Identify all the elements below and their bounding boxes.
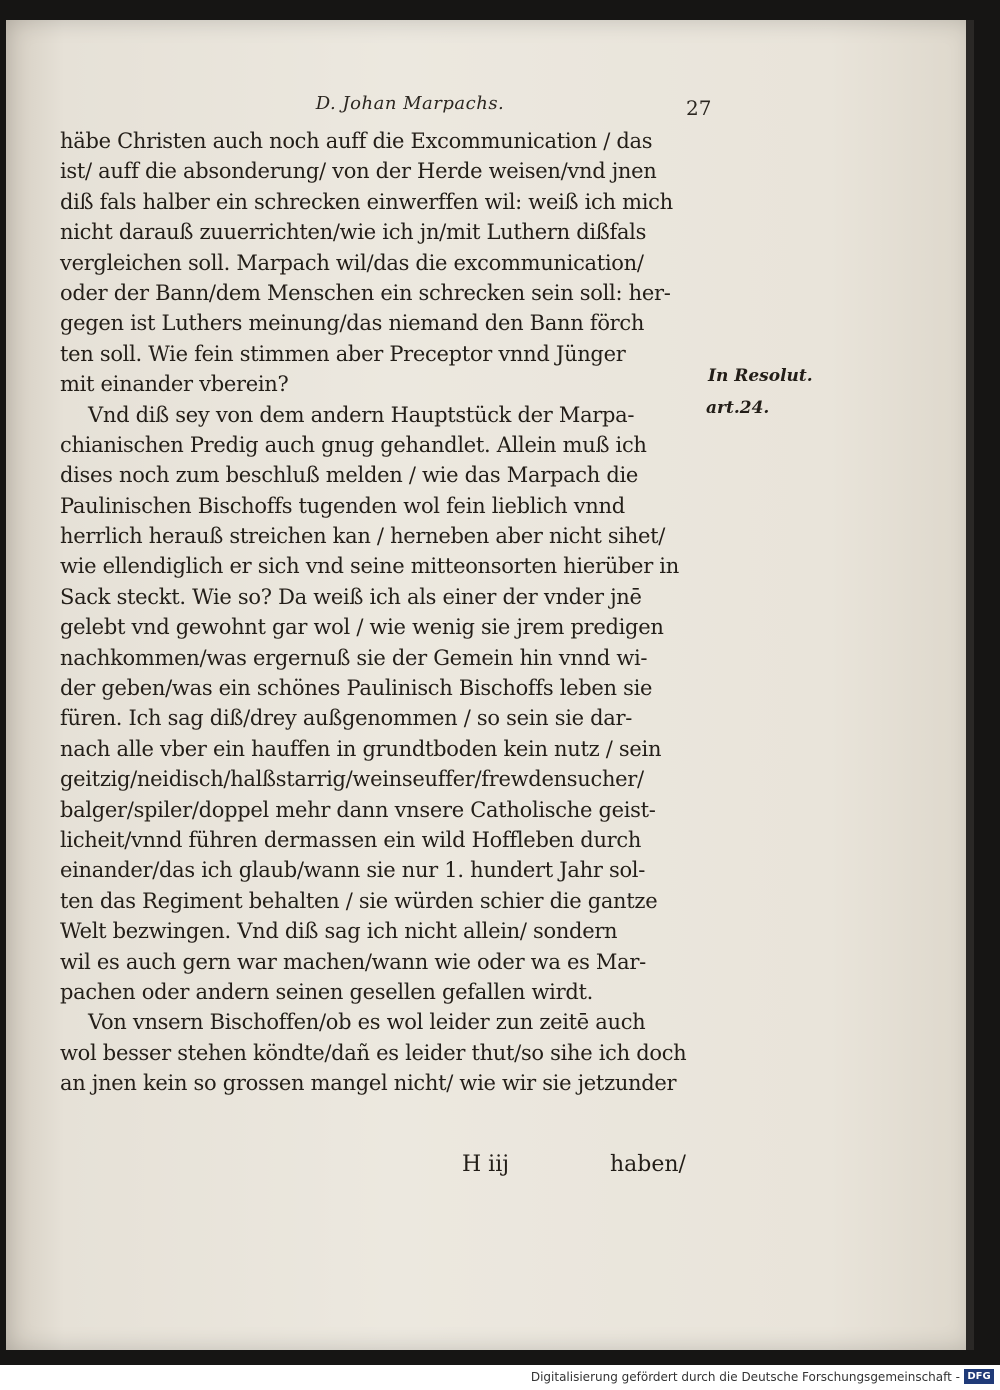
text-line: Vnd diß sey von dem andern Hauptstück der Marpa- [88, 402, 635, 427]
text-line: pachen oder andern seinen gesellen gefallen wirdt. [60, 979, 593, 1004]
text-line: ten soll. Wie fein stimmen aber Preceptor vnnd Jünger [60, 341, 626, 366]
signature-mark: H iij [462, 1152, 510, 1177]
funding-notice: Digitalisierung gefördert durch die Deutsche Forschungsgemeinschaft - [530, 1370, 960, 1384]
margin-note: In Resolut. [708, 366, 813, 386]
text-line: ist/ auff die absonderung/ von der Herde weisen/vnd jnen [60, 159, 657, 184]
text-line: dises noch zum beschluß melden / wie das Marpach die [60, 463, 639, 488]
text-line: ten das Regiment behalten / sie würden schier die gantze [60, 888, 658, 913]
text-line: vergleichen soll. Marpach wil/das die excommunication/ [60, 250, 644, 275]
running-head: D. Johan Marpachs. [315, 93, 505, 114]
text-line: mit einander vberein? [60, 372, 289, 397]
text-line: füren. Ich sag diß/drey außgenommen / so sein sie dar- [60, 706, 633, 731]
text-line: oder der Bann/dem Menschen ein schrecken sein soll: her- [60, 280, 671, 305]
body-text [60, 126, 710, 1099]
footer [0, 1365, 1000, 1390]
text-line: nicht darauß zuuerrichten/wie ich jn/mit Luthern dißfals [60, 220, 647, 245]
text-line: Von vnsern Bischoffen/ob es wol leider zun zeitē auch [88, 1010, 646, 1035]
text-line: Sack steckt. Wie so? Da weiß ich als einer der vnder jnē [60, 584, 642, 609]
text-line: balger/spiler/doppel mehr dann vnsere Catholische geist- [60, 797, 656, 822]
text-line: der geben/was ein schönes Paulinisch Bischoffs leben sie [60, 676, 653, 701]
text-line: diß fals halber ein schrecken einwerffen wil: weiß ich mich [60, 189, 673, 214]
text-line: licheit/vnnd führen dermassen ein wild Hoffleben durch [60, 827, 642, 852]
text-line: einander/das ich glaub/wann sie nur 1. hundert Jahr sol- [60, 858, 646, 883]
page-edge-shadow [966, 20, 974, 1350]
text-line: geitzig/neidisch/halßstarrig/weinseuffer/frewdensucher/ [60, 767, 644, 792]
text-line: wie ellendiglich er sich vnd seine mitteonsorten hierüber in [60, 554, 679, 579]
dfg-logo: DFG [964, 1369, 994, 1384]
text-line: Paulinischen Bischoffs tugenden wol fein lieblich vnnd [60, 493, 625, 518]
page-number: 27 [686, 96, 712, 120]
text-line: Welt bezwingen. Vnd diß sag ich nicht allein/ sondern [60, 919, 618, 944]
text-line: nachkommen/was ergernuß sie der Gemein hin vnnd wi- [60, 645, 648, 670]
catchword: haben/ [610, 1152, 686, 1177]
text-line: gelebt vnd gewohnt gar wol / wie wenig sie jrem predigen [60, 615, 664, 640]
text-line: an jnen kein so grossen mangel nicht/ wie wir sie jetzunder [60, 1071, 677, 1096]
text-line: wil es auch gern war machen/wann wie oder wa es Mar- [60, 949, 646, 974]
margin-note: art.24. [706, 398, 770, 418]
text-line: herrlich herauß streichen kan / herneben aber nicht sihet/ [60, 524, 665, 549]
text-line: nach alle vber ein hauffen in grundtboden kein nutz / sein [60, 736, 662, 761]
text-line: häbe Christen auch noch auff die Excommunication / das [60, 129, 653, 153]
text-line: chianischen Predig auch gnug gehandlet. Allein muß ich [60, 432, 647, 457]
text-line: wol besser stehen köndte/dañ es leider thut/so sihe ich doch [60, 1040, 687, 1065]
text-line: gegen ist Luthers meinung/das niemand den Bann förch [60, 311, 645, 336]
